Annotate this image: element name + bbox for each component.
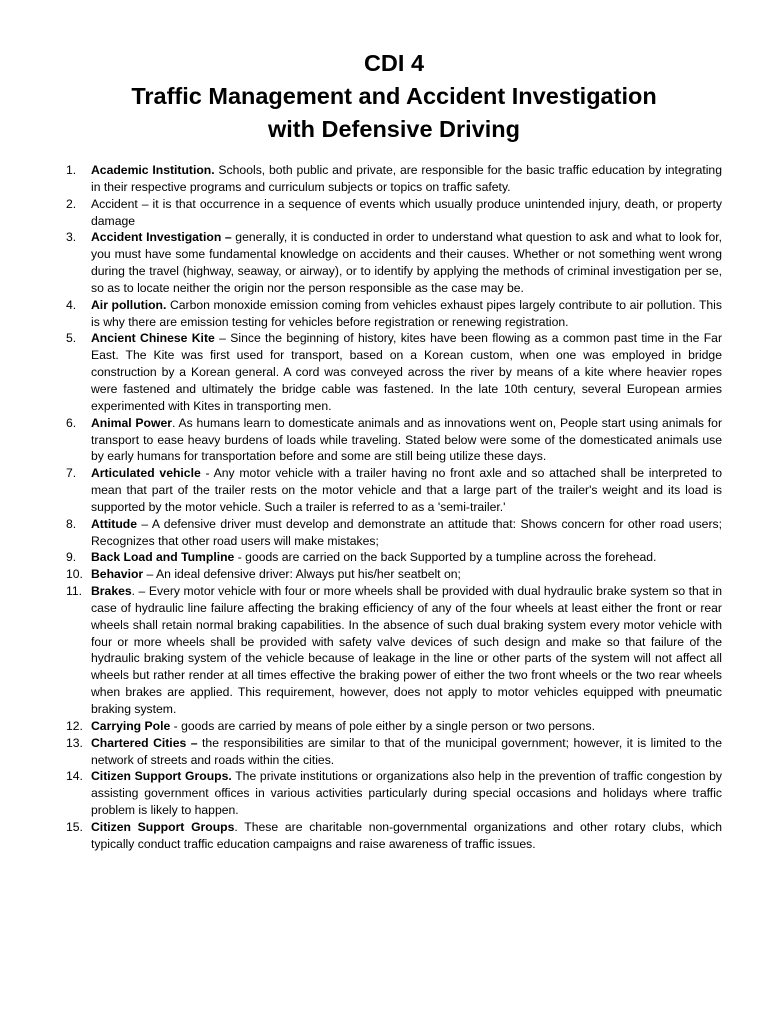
item-term: Air pollution.: [91, 297, 167, 312]
list-item: [66, 516, 722, 550]
item-text: . As humans learn to domesticate animals and as innovations went on, People start using animals for transport to ease heavy burdens of loads while traveling. Stated below were some of the domesticated animals use by early humans for transportation before and some are still being utilize these days.: [91, 415, 723, 464]
list-item: [66, 330, 722, 414]
item-number: 9.: [66, 550, 77, 565]
list-item: [66, 566, 722, 583]
title-subject-line2: with Defensive Driving: [267, 116, 521, 142]
item-number: 4.: [66, 297, 77, 312]
item-text: Carbon monoxide emission coming from vehicles exhaust pipes largely contribute to air pollution. This is why there are emission testing for vehicles before registration or renewing registration.: [91, 297, 722, 329]
item-number: 12.: [66, 718, 83, 733]
item-term: Brakes: [91, 584, 132, 599]
item-term: Ancient Chinese Kite: [91, 331, 215, 346]
item-term: Behavior: [91, 567, 144, 582]
item-text: . – Every motor vehicle with four or more wheels shall be provided with dual hydraulic brake system so that in case of hydraulic line failure affecting the braking efficiency of any of the four wheels at least either the front or rear wheels shall retain normal braking capabilities. In the absence of such dual braking system every motor vehicle with four or more wheels shall be provided with safety valve devices of such design and make so that failure of the hydraulic braking system of the vehicle because of leakage in the line or other parts of the system will not affect all wheels but rather render at all times effective the braking power of either the two front wheels or the two rear wheels when brakes are applied. This requirement, however, does not apply to motor vehicles equipped with pneumatic braking system.: [91, 584, 722, 716]
item-number: 6.: [66, 415, 77, 430]
item-term: Citizen Support Groups: [91, 819, 235, 834]
item-text: – Since the beginning of history, kites have been flowing as a common past time in the Far East. The Kite was first used for transport, based on a Korean custom, when one was employed in bridge construction by a Korean general. A cord was conveyed across the river by means of a kite where heavier ropes were fastened and ultimately the bridge cable was fastened. In the late 10th century, several European armies experimented with Kites in transporting men.: [91, 331, 723, 413]
item-text: - goods are carried by means of pole either by a single person or two persons.: [170, 718, 596, 733]
title-course-code: CDI 4: [363, 50, 425, 76]
item-text: . These are charitable non-governmental organizations and other rotary clubs, which typically conduct traffic education campaigns and raise awareness of traffic issues.: [91, 819, 723, 851]
item-number: 5.: [66, 331, 77, 346]
item-term: Attitude: [91, 516, 138, 531]
list-item: [66, 819, 722, 853]
item-text: the responsibilities are similar to that of the municipal government; however, it is limited to the network of streets and roads within the cities.: [91, 735, 722, 767]
list-item: [66, 465, 722, 516]
list-item: [66, 549, 722, 566]
item-text: – An ideal defensive driver: Always put his/her seatbelt on;: [143, 567, 461, 582]
item-text: - Any motor vehicle with a trailer having no front axle and so attached shall be interpreted to mean that part of the trailer rests on the motor vehicle and that a large part of the trailer's weight and its load is supported by the motor vehicle. Such a trailer is referred to as a 'semi-trailer.': [91, 466, 722, 514]
list-item: [66, 229, 722, 296]
title-subject-line1: Traffic Management and Accident Investigation: [131, 83, 657, 109]
item-text: generally, it is conducted in order to understand what question to ask and what to look for, you must have some fundamental knowledge on accidents and their causes. Whether or not something went wrong during the travel (highway, seaway, or airway), or to identify by applying the methods of criminal investigation per se, so as to locate neither the origin nor the person responsible as the case may be.: [91, 230, 722, 295]
item-number: 15.: [66, 819, 83, 834]
item-text: - goods are carried on the back Supported by a tumpline across the forehead.: [234, 550, 657, 565]
list-item: [66, 415, 722, 466]
list-item: [66, 768, 722, 819]
item-number: 7.: [66, 466, 77, 481]
item-term: Back Load and Tumpline: [91, 550, 235, 565]
list-item: [66, 162, 722, 196]
item-text: Accident – it is that occurrence in a sequence of events which usually produce unintended injury, death, or property damage: [91, 196, 722, 228]
list-item: [66, 735, 722, 769]
list-item: [66, 297, 722, 331]
list-item: [66, 196, 722, 230]
item-term: Animal Power: [91, 415, 172, 430]
item-text: – A defensive driver must develop and demonstrate an attitude that: Shows concern for other road users; Recognizes that other road users will make mistakes;: [91, 516, 722, 548]
list-item: [66, 583, 722, 718]
item-term: Articulated vehicle: [91, 466, 201, 481]
document-title: [66, 47, 722, 146]
item-number: 11.: [66, 584, 83, 599]
item-term: Chartered Cities –: [91, 735, 198, 750]
item-text: Schools, both public and private, are responsible for the basic traffic education by integrating in their respective programs and curriculum subjects or topics on traffic safety.: [91, 163, 722, 194]
item-term: Carrying Pole: [91, 718, 171, 733]
item-term: Academic Institution.: [91, 163, 215, 177]
item-number: 10.: [66, 567, 83, 582]
item-number: 14.: [66, 769, 83, 784]
item-text: The private institutions or organizations also help in the prevention of traffic congestion by assisting government offices in various activities particularly during special occasions and holidays where traffic problem is likely to happen.: [91, 769, 722, 818]
definitions-list: [66, 162, 722, 853]
list-item: [66, 718, 722, 735]
item-term: Accident Investigation –: [91, 230, 232, 245]
item-number: 1.: [66, 163, 77, 177]
item-number: 2.: [66, 196, 77, 211]
item-number: 8.: [66, 516, 77, 531]
item-number: 3.: [66, 230, 77, 245]
item-term: Citizen Support Groups.: [91, 769, 232, 784]
item-number: 13.: [66, 735, 83, 750]
